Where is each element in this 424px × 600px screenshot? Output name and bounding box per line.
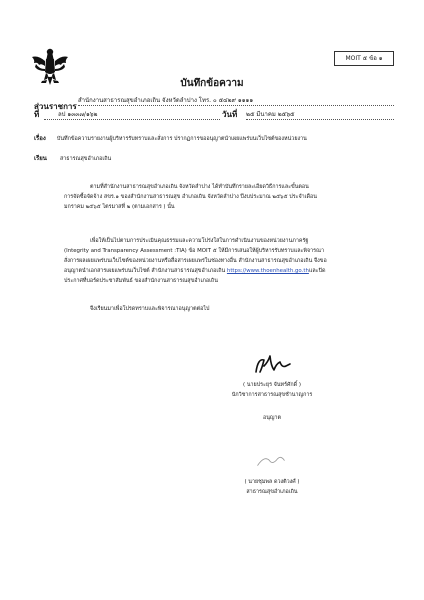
para2-line5: ประกาศที่บอร์ดประชาสัมพันธ์ ของสำนักงานสาธารณสุขอำเภอเถิน — [64, 278, 218, 284]
ref-label: ที่ — [34, 110, 40, 119]
date-value: ๒๕ มีนาคม ๒๕๖๕ — [246, 110, 394, 120]
para2-line2: (Integrity and Transparency Assessment :TIA) ข้อ MOIT ๕ ให้มีการเสนอให้ผู้บริหารรับทราบและพิจารณา — [64, 248, 325, 254]
para1-line1: ตามที่สำนักงานสาธารณสุขอำเภอเถิน จังหวัดลำปาง ได้ทำบันทึกรายละเอียดวิธีการและขั้นตอน — [90, 184, 309, 190]
agency-label: ส่วนราชการ — [34, 102, 77, 111]
para2-line3: สั่งการผลเผยแพร่บนเว็บไซต์ของหน่วยงานหรือสื่อสารเผยแพร่ในช่องทางอื่น สำนักงานสาธารณสุขอำเภอเถิน จึงขอ — [64, 258, 327, 264]
para2-line4: อนุญาตนำเอกสารเผยแพร่บนเว็บไซต์ สำนักงานสาธารณสุขอำเภอเถิน https://www.thoenhealth.go.thและปิด — [64, 268, 326, 274]
moit-code-box: MOIT ๕ ข้อ ๑ — [334, 51, 394, 66]
ref-number: ลป ๑๓๓๗/๑๖๒ — [44, 110, 220, 120]
subject-label: เรื่อง — [34, 135, 46, 142]
salutation-text: สาธารณสุขอำเภอเถิน — [59, 156, 112, 162]
para2-line1: เพื่อให้เป็นไปตามการประเมินคุณธรรมและความโปร่งใสในการดำเนินงานของหน่วยงานภาครัฐ — [90, 238, 309, 244]
subject-row — [34, 125, 307, 144]
signature-1-icon — [252, 352, 292, 376]
signer1-position: นักวิชาการสาธารณสุขชำนาญการ — [231, 392, 313, 398]
closing-line: จึงเรียนมาเพื่อโปรดทราบและพิจารณาอนุญาตต่อไป — [90, 306, 210, 312]
para1-line3: มกราคม ๒๕๖๕ ไตรมาสที่ ๒ (ตามเอกสาร ) นั้น — [64, 204, 175, 210]
signature-2-icon — [254, 452, 288, 472]
para1-line2: การจัดซื้อจัดจ้าง สขร.๑ ของสำนักงานสาธารณสุข อำเภอเถิน จังหวัดลำปาง ปีงบประมาณ ๒๕๖๕ ประจำเดือน — [64, 194, 317, 200]
salutation-row — [34, 145, 111, 164]
salutation-label: เรียน — [34, 155, 47, 162]
memo-title: บันทึกข้อความ — [180, 78, 244, 89]
website-link[interactable]: https://www.thoenhealth.go.th — [226, 268, 309, 274]
signer1-name: ( นายประยุร จันทร์ศักดิ์ ) — [243, 382, 301, 388]
date-label: วันที่ — [222, 110, 238, 119]
agency-value: สำนักงานสาธารณสุขอำเภอเถิน จังหวัดลำปาง โทร. ๐ ๕๔๒๙ ๑๑๑๑ — [78, 96, 394, 106]
subject-text: บันทึกข้อความรายงานผู้บริหารรับทราบและสั่งการ ปรากฏการขออนุญาตนำเผยแพร่บนเว็บไซต์ของหน่วยงาน — [56, 136, 307, 142]
signer2-name: ( นายชุมพล ดวงติวงศ์ ) — [244, 479, 300, 485]
signer2-position: สาธารณสุขอำเภอเถิน — [246, 489, 298, 495]
approval-text: อนุญาต — [262, 415, 282, 421]
